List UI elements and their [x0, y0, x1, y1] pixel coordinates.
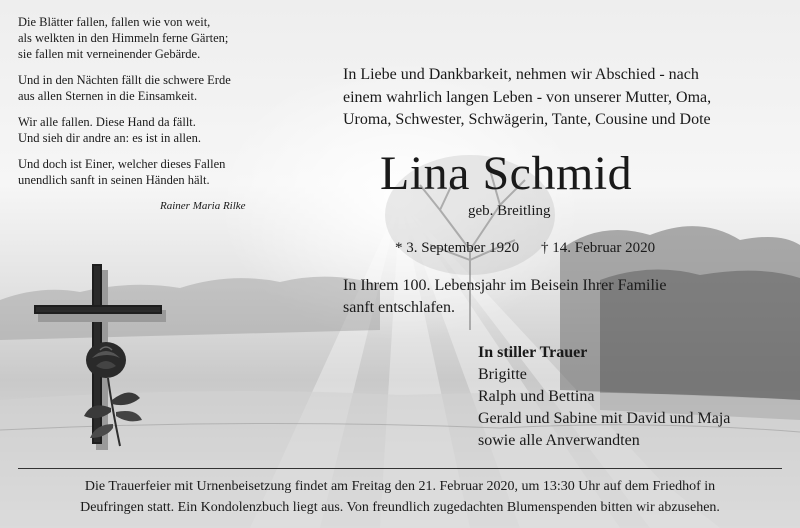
footer-line: Deufringen statt. Ein Kondolenzbuch liegt aus. Von freundlich zugedachten Blumenspenden bitten wir abzusehen.	[80, 500, 720, 515]
poem-stanza-4	[18, 156, 318, 188]
intro-line: Uroma, Schwester, Schwägerin, Tante, Cousine und Dote	[343, 111, 711, 128]
mourners-list	[478, 342, 788, 452]
footer-line: Die Trauerfeier mit Urnenbeisetzung findet am Freitag den 21. Februar 2020, um 13:30 Uhr auf dem Friedhof in	[84, 479, 716, 494]
mourner-item: Brigitte	[478, 366, 527, 383]
poem-line: Und doch ist Einer, welcher dieses Fallen	[18, 157, 226, 171]
footer-divider	[18, 468, 782, 469]
poem-author: Rainer Maria Rilke	[160, 200, 246, 212]
mourner-item: Gerald und Sabine mit David und Maja	[478, 410, 731, 427]
intro-line: In Liebe und Dankbarkeit, nehmen wir Abschied - nach	[343, 66, 699, 83]
rose-icon	[78, 338, 148, 448]
poem-line: Wir alle fallen. Diese Hand da fällt.	[18, 115, 196, 129]
poem-line: Die Blätter fallen, fallen wie von weit,	[18, 15, 211, 29]
funeral-info	[18, 476, 782, 518]
poem-line: unendlich sanft in seinen Händen hält.	[18, 173, 210, 187]
poem-line: aus allen Sternen in die Einsamkeit.	[18, 89, 198, 103]
poem-line: als welkten in den Himmeln ferne Gärten;	[18, 31, 229, 45]
mourner-item: sowie alle Anverwandten	[478, 432, 640, 449]
deceased-name: Lina Schmid	[380, 147, 633, 200]
passing-line: In Ihrem 100. Lebensjahr im Beisein Ihrer Familie	[343, 277, 667, 294]
death-date: † 14. Februar 2020	[541, 240, 656, 256]
poem-line: sie fallen mit verneinender Gebärde.	[18, 47, 201, 61]
birth-date: * 3. September 1920	[395, 240, 520, 256]
poem-stanza-1	[18, 14, 318, 62]
passing-line: sanft entschlafen.	[343, 299, 455, 316]
passing-text	[343, 275, 783, 319]
mourners-heading: In stiller Trauer	[478, 344, 588, 361]
poem-stanza-3	[18, 114, 318, 146]
intro-line: einem wahrlich langen Leben - von unserer Mutter, Oma,	[343, 88, 712, 106]
poem	[18, 14, 318, 212]
poem-line: Und in den Nächten fällt die schwere Erde	[18, 73, 231, 87]
intro-text	[343, 64, 783, 132]
poem-line: Und sieh dir andre an: es ist in allen.	[18, 131, 201, 145]
mourner-item: Ralph und Bettina	[478, 388, 595, 405]
maiden-name: geb. Breitling	[468, 203, 551, 219]
poem-stanza-2	[18, 72, 318, 104]
